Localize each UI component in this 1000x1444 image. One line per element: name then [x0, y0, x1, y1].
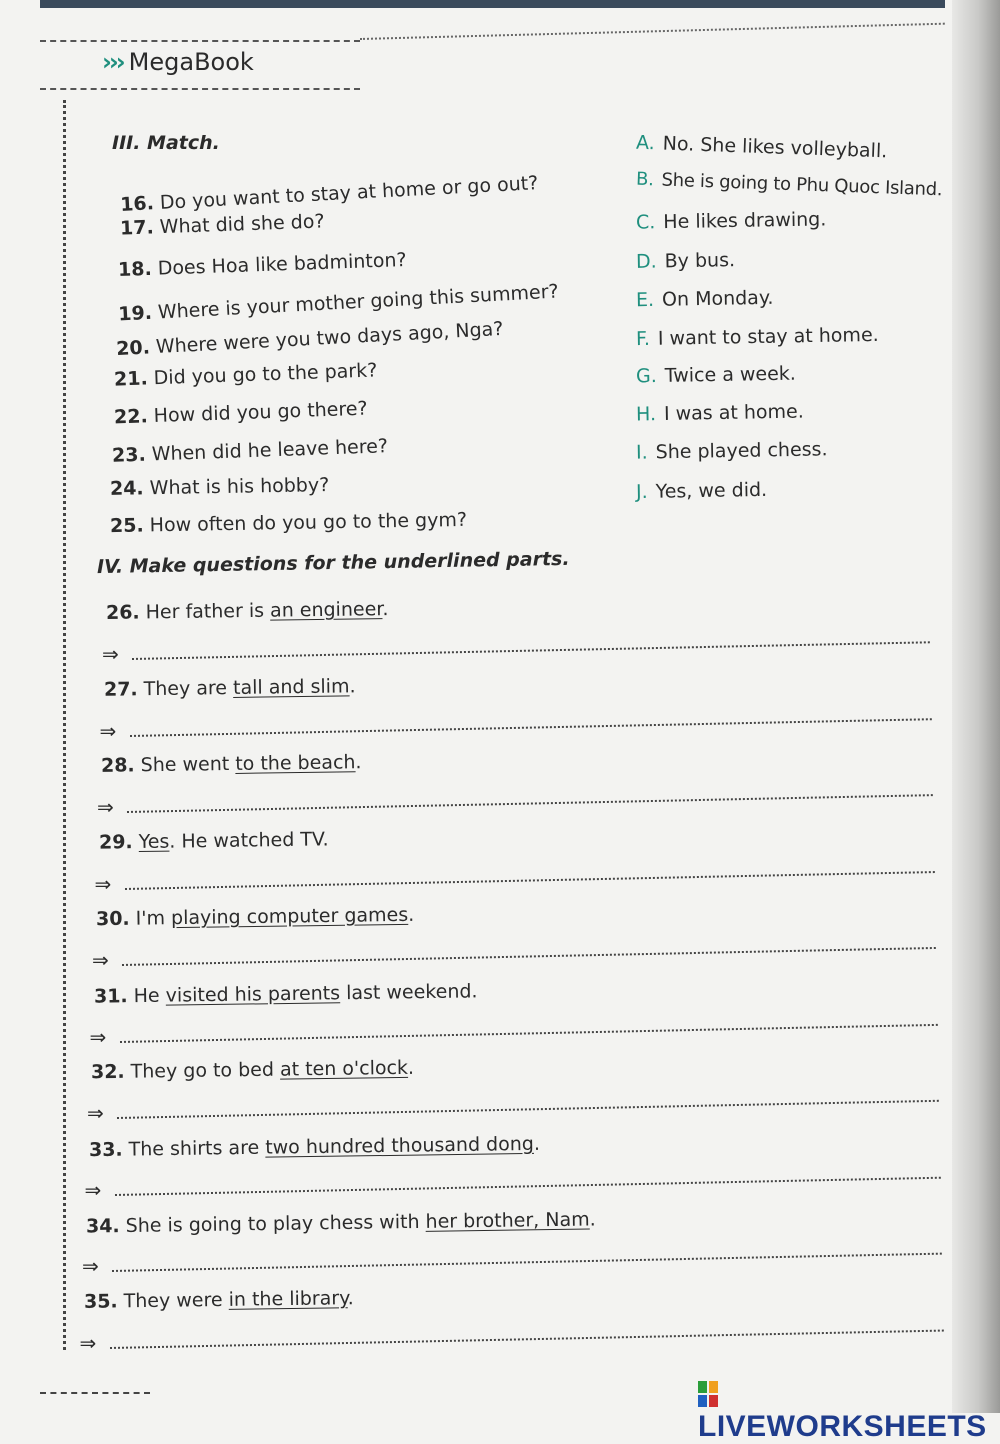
answer-letter: F. [636, 328, 650, 350]
sentence-before: They were [123, 1288, 228, 1311]
question-number: 18. [118, 258, 152, 281]
answer-line[interactable] [117, 1100, 939, 1119]
match-question [114, 398, 368, 429]
answer-arrow-icon: ⇒ [92, 948, 109, 972]
question-number: 23. [112, 444, 146, 467]
sentence-before: He [133, 984, 165, 1006]
underlined-part: in the library [228, 1287, 347, 1311]
question-number: 21. [114, 367, 148, 390]
sentence-after: last weekend. [339, 980, 477, 1004]
question-text: What did she do? [159, 210, 325, 238]
answer-letter: G. [636, 365, 657, 387]
answer-arrow-icon: ⇒ [85, 1178, 102, 1202]
item-number: 35. [83, 1290, 117, 1312]
match-answer [636, 208, 827, 233]
match-question [120, 172, 539, 216]
sentence-after: . He watched TV. [169, 828, 328, 852]
answer-text: I was at home. [664, 401, 804, 425]
match-question [118, 249, 407, 281]
answer-line[interactable] [114, 1176, 940, 1195]
sentence-item [88, 1132, 539, 1160]
answer-text: On Monday. [662, 287, 774, 311]
match-answer [636, 132, 888, 163]
underlined-part: to the beach [235, 751, 356, 775]
underlined-part: at ten o'clock [280, 1057, 408, 1081]
item-number: 30. [96, 908, 130, 930]
liveworksheets-icon [698, 1381, 718, 1407]
sentence-after: . [347, 1287, 353, 1309]
item-number: 28. [101, 754, 135, 776]
match-question [110, 509, 467, 537]
question-number: 16. [120, 192, 155, 216]
question-number: 20. [116, 336, 151, 360]
answer-arrow-icon: ⇒ [97, 795, 114, 819]
question-text: Where were you two days ago, Nga? [155, 318, 504, 358]
sentence-after: . [382, 598, 388, 620]
sentence-before: Her father is [146, 600, 271, 624]
item-number: 34. [86, 1215, 120, 1237]
question-text: How did you go there? [153, 398, 368, 427]
item-number: 32. [91, 1061, 125, 1083]
sentence-after: . [349, 675, 355, 697]
question-text: Did you go to the park? [153, 359, 377, 389]
underlined-part: visited his parents [165, 982, 340, 1006]
sentence-after: . [408, 904, 414, 926]
item-number: 26. [106, 602, 140, 624]
answer-text: Yes, we did. [655, 479, 767, 503]
answer-text: By bus. [664, 249, 735, 272]
answer-arrow-icon: ⇒ [90, 1025, 107, 1049]
sentence-before: She went [141, 753, 236, 776]
match-answer [636, 401, 804, 426]
answer-letter: B. [636, 169, 654, 191]
sentence-item [106, 598, 389, 624]
item-number: 27. [103, 678, 137, 700]
sentence-item [98, 828, 328, 853]
sentence-after: . [355, 751, 361, 773]
answer-letter: A. [636, 132, 655, 155]
underlined-part: Yes [138, 830, 169, 852]
item-number: 29. [98, 831, 132, 853]
item-number: 33. [88, 1138, 122, 1160]
sentence-item [101, 751, 362, 777]
match-question [116, 318, 504, 360]
answer-arrow-icon: ⇒ [102, 642, 119, 666]
underlined-part: tall and slim [232, 675, 349, 699]
sentence-item [83, 1287, 353, 1313]
question-text: What is his hobby? [149, 474, 329, 499]
answer-line[interactable] [112, 1253, 942, 1272]
sentence-item [91, 1057, 414, 1084]
sentence-before: They are [143, 676, 233, 699]
sentence-after: . [533, 1132, 539, 1154]
answer-line[interactable] [132, 641, 930, 660]
answer-letter: H. [636, 403, 656, 425]
answer-line[interactable] [124, 871, 934, 890]
question-text: Where is your mother going this summer? [157, 280, 559, 323]
answer-letter: D. [636, 251, 657, 273]
match-question [120, 210, 325, 239]
underlined-part: two hundred thousand dong [265, 1132, 534, 1158]
footer-dash [40, 1392, 150, 1394]
underlined-part: playing computer games [171, 904, 408, 929]
answer-line[interactable] [119, 1023, 937, 1042]
match-answer [636, 324, 879, 350]
brand-name: MegaBook [129, 48, 254, 76]
match-answer [636, 169, 943, 201]
match-question [112, 435, 389, 467]
sentence-after: . [590, 1208, 596, 1230]
sentence-before: They go to bed [131, 1059, 281, 1083]
match-answer [636, 438, 828, 463]
brand-chevrons-icon: ››› [102, 48, 123, 76]
sentence-item [96, 904, 414, 930]
answer-arrow-icon: ⇒ [82, 1254, 99, 1278]
answer-letter: C. [636, 211, 656, 233]
sentence-before: I'm [136, 907, 172, 929]
sentence-item [103, 675, 355, 701]
sentence-before: The shirts are [128, 1136, 265, 1160]
question-text: Does Hoa like badminton? [157, 249, 407, 280]
match-answer [636, 363, 796, 388]
answer-line[interactable] [122, 947, 936, 966]
question-number: 24. [110, 477, 144, 500]
answer-line[interactable] [129, 718, 931, 737]
answer-arrow-icon: ⇒ [80, 1331, 97, 1355]
answer-text: She is going to Phu Quoc Island. [661, 170, 942, 201]
answer-letter: I. [636, 441, 648, 463]
sentence-item [93, 980, 477, 1007]
match-answer [636, 249, 735, 273]
answer-line[interactable] [127, 794, 933, 813]
item-number: 31. [93, 985, 127, 1007]
answer-letter: E. [636, 289, 654, 311]
answer-text: No. She likes volleyball. [662, 133, 887, 163]
question-number: 22. [114, 405, 148, 428]
answer-letter: J. [636, 481, 648, 503]
sentence-item [86, 1208, 596, 1237]
answer-text: Twice a week. [665, 363, 796, 387]
question-number: 17. [120, 216, 154, 239]
underlined-part: an engineer [270, 598, 383, 622]
answer-text: He likes drawing. [663, 208, 826, 233]
question-number: 19. [118, 302, 153, 326]
section-3-title: III. Match. [112, 132, 220, 154]
liveworksheets-text: LIVEWORKSHEETS [698, 1410, 987, 1443]
answer-arrow-icon: ⇒ [87, 1101, 104, 1125]
match-answer [636, 479, 767, 503]
question-text: How often do you go to the gym? [150, 509, 468, 537]
section-4-title: IV. Make questions for the underlined parts. [97, 548, 570, 578]
answer-arrow-icon: ⇒ [100, 719, 117, 743]
question-number: 25. [110, 515, 144, 538]
sentence-after: . [408, 1057, 414, 1079]
match-question [114, 359, 378, 390]
liveworksheets-logo [698, 1376, 1000, 1444]
answer-line[interactable] [109, 1329, 943, 1348]
underlined-part: her brother, Nam [425, 1209, 589, 1233]
match-answer [636, 287, 774, 311]
answer-text: She played chess. [655, 438, 827, 463]
answer-arrow-icon: ⇒ [95, 872, 112, 896]
sentence-before: She is going to play chess with [126, 1211, 426, 1237]
match-question [110, 474, 330, 500]
question-text: Do you want to stay at home or go out? [159, 172, 538, 214]
question-text: When did he leave here? [151, 435, 388, 465]
answer-text: I want to stay at home. [658, 324, 879, 350]
